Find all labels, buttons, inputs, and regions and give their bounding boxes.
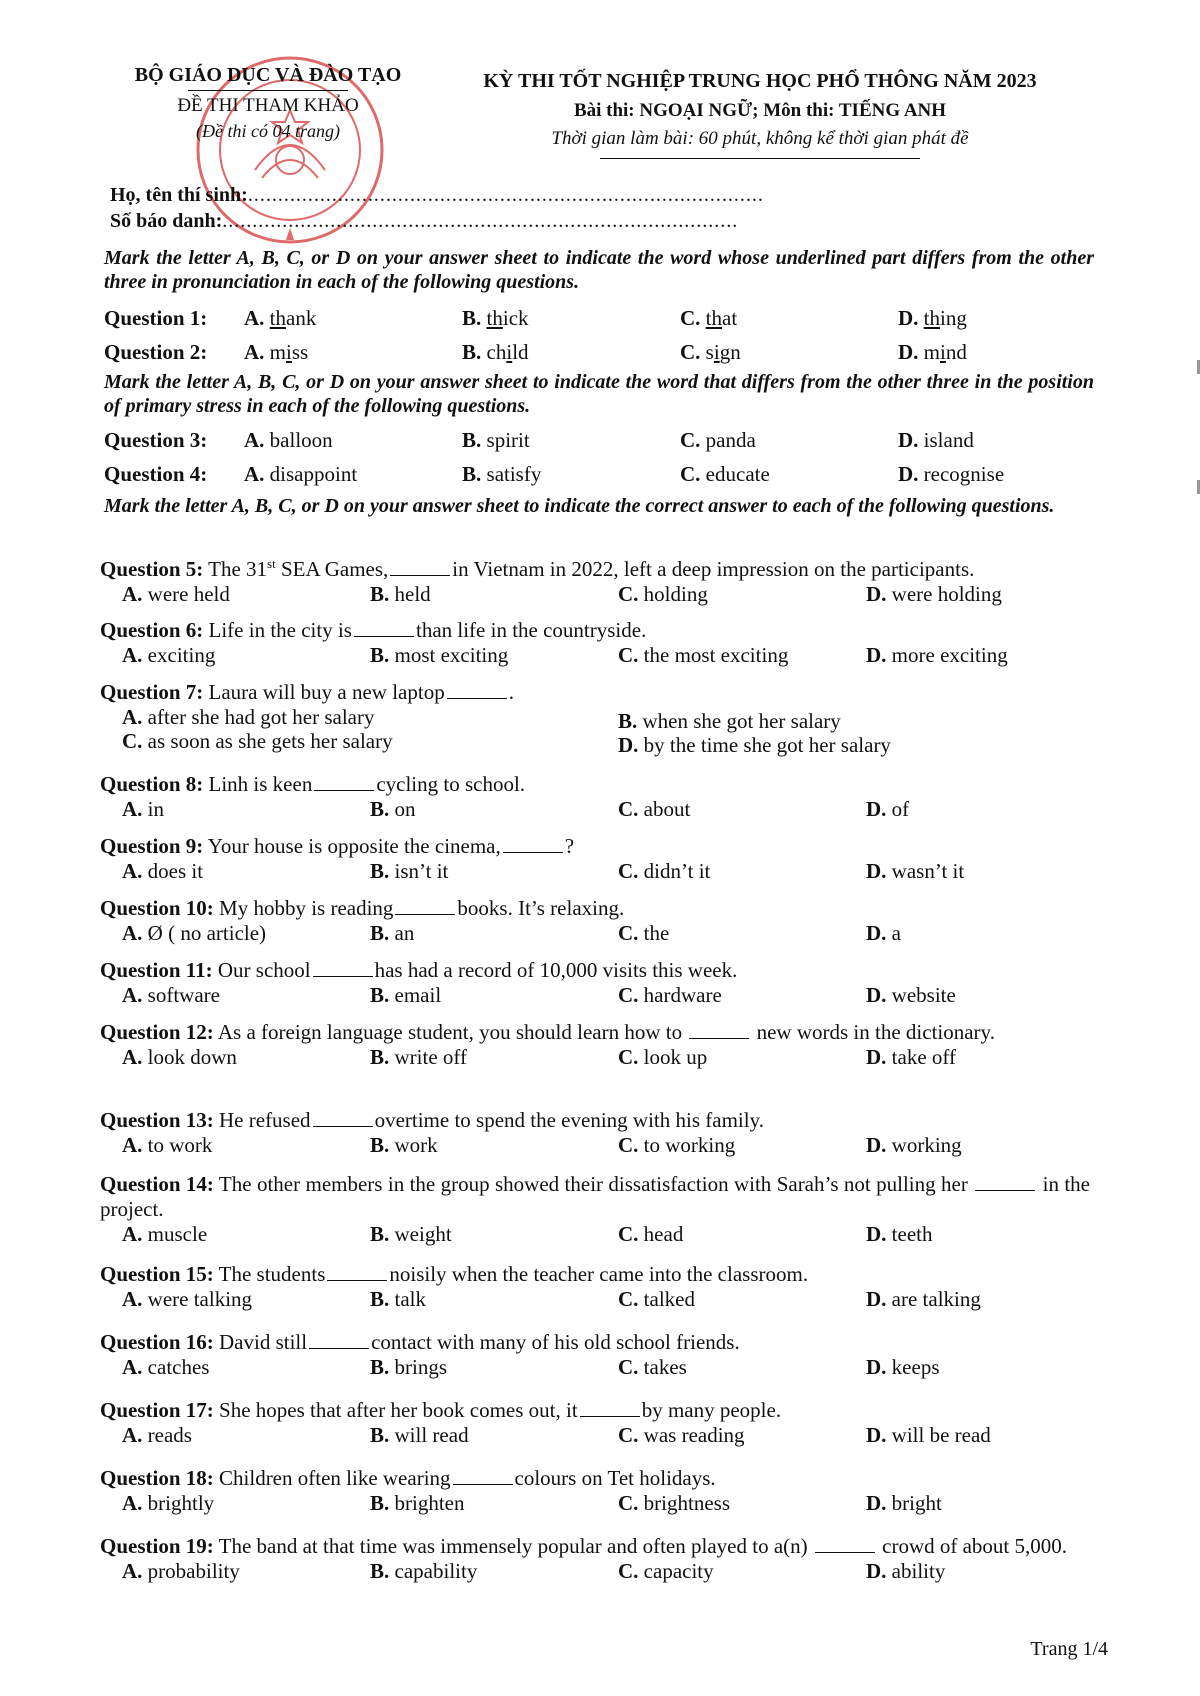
answer-blank xyxy=(689,1024,749,1039)
option-b[interactable]: B. talk xyxy=(370,1286,427,1311)
question-block xyxy=(100,896,1100,949)
option-d[interactable]: D. of xyxy=(866,796,910,821)
option-d[interactable]: D. wasn’t it xyxy=(866,858,965,883)
option-c[interactable]: C. educate xyxy=(680,462,770,486)
question-stem: Question 19: The band at that time was immensely popular and often played to a(n) crowd of about 5,000. xyxy=(100,1534,1068,1558)
option-b[interactable]: B. an xyxy=(370,920,415,945)
option-c[interactable]: C. the xyxy=(618,920,670,945)
answer-blank xyxy=(815,1538,875,1553)
option-a[interactable]: A. to work xyxy=(122,1132,213,1157)
options xyxy=(100,859,1100,887)
option-d[interactable]: D. mind xyxy=(898,340,967,364)
option-c[interactable]: C. holding xyxy=(618,581,708,606)
option-a[interactable]: A. catches xyxy=(122,1354,210,1379)
options xyxy=(100,705,1100,755)
option-c[interactable]: C. head xyxy=(618,1221,684,1246)
question-stem: Question 18: Children often like wearing colours on Tet holidays. xyxy=(100,1466,716,1490)
option-d[interactable]: D. were holding xyxy=(866,581,1002,606)
option-d[interactable]: D. island xyxy=(898,428,974,452)
question-stem: Question 8: Linh is keen cycling to school. xyxy=(100,772,526,796)
options xyxy=(100,1559,1100,1587)
instruction-correct-answer: Mark the letter A, B, C, or D on your answer sheet to indicate the correct answer to each of the following questions. xyxy=(104,495,1055,517)
option-c[interactable]: C. talked xyxy=(618,1286,695,1311)
option-a[interactable]: A. brightly xyxy=(122,1490,215,1515)
answer-blank xyxy=(580,1402,640,1417)
exam-subject: Bài thi: NGOẠI NGỮ; Môn thi: TIẾNG ANH xyxy=(573,99,947,121)
option-a[interactable]: A. software xyxy=(122,982,220,1007)
options xyxy=(100,1222,1100,1250)
question-label: Question 2: xyxy=(104,340,208,364)
question-block xyxy=(100,1172,1100,1250)
question-block xyxy=(100,1330,1100,1383)
answer-blank xyxy=(314,776,374,791)
question-stem: Question 14: The other members in the group showed their dissatisfaction with Sarah’s not pulling her in the project. xyxy=(100,1172,1090,1221)
option-a[interactable]: A. exciting xyxy=(122,642,216,667)
option-c[interactable]: C. as soon as she gets her salary xyxy=(122,728,393,753)
option-b[interactable]: B. thick xyxy=(462,306,529,330)
question-row xyxy=(104,306,1104,336)
option-d[interactable]: D. working xyxy=(866,1132,962,1157)
option-c[interactable]: C. was reading xyxy=(618,1422,745,1447)
options xyxy=(100,582,1100,610)
option-b[interactable]: B. on xyxy=(370,796,416,821)
options xyxy=(100,1355,1100,1383)
option-a[interactable]: A. does it xyxy=(122,858,204,883)
header-right xyxy=(440,70,1080,159)
candidate-id-field[interactable] xyxy=(110,210,738,234)
ministry-name: BỘ GIÁO DỤC VÀ ĐÀO TẠO xyxy=(134,64,402,86)
answer-blank xyxy=(453,1470,513,1485)
candidate-name-label: Họ, tên thí sinh: xyxy=(110,184,248,206)
question-stem: Question 7: Laura will buy a new laptop . xyxy=(100,680,514,704)
option-a[interactable]: A. reads xyxy=(122,1422,192,1447)
option-b[interactable]: B. held xyxy=(370,581,431,606)
options xyxy=(100,1045,1100,1073)
option-c[interactable]: C. didn’t it xyxy=(618,858,711,883)
candidate-name-field[interactable] xyxy=(110,184,764,208)
options xyxy=(100,797,1100,825)
answer-blank xyxy=(395,900,455,915)
question-stem: Question 16: David still contact with many of his old school friends. xyxy=(100,1330,740,1354)
ministry-underline xyxy=(188,90,348,91)
question-stem: Question 15: The students noisily when the teacher came into the classroom. xyxy=(100,1262,809,1286)
candidate-id-dots: ...................................................................................... xyxy=(222,210,739,232)
question-block xyxy=(100,1466,1100,1519)
option-a[interactable]: A. in xyxy=(122,796,165,821)
option-d[interactable]: D. keeps xyxy=(866,1354,940,1379)
options xyxy=(100,921,1100,949)
option-a[interactable]: A. after she had got her salary xyxy=(122,704,375,729)
option-c[interactable]: C. sign xyxy=(680,340,741,364)
question-block xyxy=(100,1108,1100,1161)
option-c[interactable]: C. capacity xyxy=(618,1558,714,1583)
header-left xyxy=(118,64,418,142)
question-block xyxy=(100,958,1100,1011)
answer-blank xyxy=(327,1266,387,1281)
option-b[interactable]: B. write off xyxy=(370,1044,468,1069)
question-stem: Question 11: Our school has had a record of 10,000 visits this week. xyxy=(100,958,738,982)
option-a[interactable]: A. were talking xyxy=(122,1286,253,1311)
question-block xyxy=(100,1398,1100,1451)
option-d[interactable]: D. bright xyxy=(866,1490,942,1515)
option-b[interactable]: B. work xyxy=(370,1132,438,1157)
options xyxy=(100,1287,1100,1315)
question-block xyxy=(100,834,1100,887)
option-d[interactable]: D. will be read xyxy=(866,1422,991,1447)
option-d[interactable]: D. more exciting xyxy=(866,642,1008,667)
options xyxy=(100,643,1100,671)
answer-blank xyxy=(313,1112,373,1127)
option-a[interactable]: A. miss xyxy=(244,340,309,364)
option-b[interactable]: B. satisfy xyxy=(462,462,542,486)
option-c[interactable]: C. brightness xyxy=(618,1490,730,1515)
question-stem: Question 13: He refused overtime to spend the evening with his family. xyxy=(100,1108,764,1132)
question-label: Question 3: xyxy=(104,428,208,452)
option-c[interactable]: C. to working xyxy=(618,1132,736,1157)
option-b[interactable]: B. brings xyxy=(370,1354,448,1379)
question-block xyxy=(100,1262,1100,1315)
question-stem: Question 5: The 31st SEA Games, in Vietnam in 2022, left a deep impression on the participants. xyxy=(100,556,975,581)
option-b[interactable]: B. will read xyxy=(370,1422,469,1447)
answer-blank xyxy=(503,838,563,853)
question-block xyxy=(100,1534,1100,1587)
option-b[interactable]: B. child xyxy=(462,340,529,364)
option-a[interactable]: A. look down xyxy=(122,1044,237,1069)
options xyxy=(100,1423,1100,1451)
question-block xyxy=(100,618,1100,671)
question-stem: Question 12: As a foreign language student, you should learn how to new words in the dictionary. xyxy=(100,1020,995,1044)
option-a[interactable]: A. thank xyxy=(244,306,317,330)
option-c[interactable]: C. the most exciting xyxy=(618,642,789,667)
option-d[interactable]: D. by the time she got her salary xyxy=(618,732,891,757)
options xyxy=(100,1133,1100,1161)
option-b[interactable]: B. email xyxy=(370,982,442,1007)
option-b[interactable]: B. spirit xyxy=(462,428,530,452)
exam-time: Thời gian làm bài: 60 phút, không kể thời gian phát đề xyxy=(551,128,969,149)
question-stem: Question 10: My hobby is reading books. It’s relaxing. xyxy=(100,896,625,920)
option-c[interactable]: C. hardware xyxy=(618,982,722,1007)
answer-blank xyxy=(309,1334,369,1349)
option-d[interactable]: D. ability xyxy=(866,1558,946,1583)
option-d[interactable]: D. a xyxy=(866,920,901,945)
option-c[interactable]: C. panda xyxy=(680,428,756,452)
answer-blank xyxy=(313,962,373,977)
instruction-stress: Mark the letter A, B, C, or D on your answer sheet to indicate the word that differs from the other three in the position of primary stress in each of the following questions. xyxy=(104,371,1094,417)
option-d[interactable]: D. take off xyxy=(866,1044,957,1069)
answer-blank xyxy=(354,622,414,637)
option-b[interactable]: B. when she got her salary xyxy=(618,708,841,733)
option-b[interactable]: B. isn’t it xyxy=(370,858,449,883)
instruction-pronunciation: Mark the letter A, B, C, or D on your answer sheet to indicate the word whose underlined part differs from the other three in pronunciation in each of the following questions. xyxy=(104,247,1094,293)
option-a[interactable]: A. balloon xyxy=(244,428,333,452)
question-stem: Question 17: She hopes that after her book comes out, it by many people. xyxy=(100,1398,782,1422)
question-block xyxy=(100,680,1100,755)
exam-title: KỲ THI TỐT NGHIỆP TRUNG HỌC PHỔ THÔNG NĂM 2023 xyxy=(483,70,1037,92)
question-stem: Question 9: Your house is opposite the cinema, ? xyxy=(100,834,575,858)
options xyxy=(100,983,1100,1011)
option-c[interactable]: C. that xyxy=(680,306,738,330)
answer-blank xyxy=(390,561,450,576)
pages-note: (Đề thi có 04 trang) xyxy=(196,121,340,141)
page-number: Trang 1/4 xyxy=(1030,1638,1108,1660)
answer-blank xyxy=(975,1176,1035,1191)
question-row xyxy=(104,462,1104,492)
option-a[interactable]: A. were held xyxy=(122,581,230,606)
option-a[interactable]: A. disappoint xyxy=(244,462,358,486)
option-b[interactable]: B. most exciting xyxy=(370,642,509,667)
question-label: Question 4: xyxy=(104,462,208,486)
question-label: Question 1: xyxy=(104,306,208,330)
option-a[interactable]: A. Ø ( no article) xyxy=(122,920,267,945)
question-stem: Question 6: Life in the city is than life in the countryside. xyxy=(100,618,647,642)
option-b[interactable]: B. weight xyxy=(370,1221,452,1246)
options xyxy=(100,1491,1100,1519)
doc-type: ĐỀ THI THAM KHẢO xyxy=(177,94,359,116)
option-c[interactable]: C. look up xyxy=(618,1044,708,1069)
option-d[interactable]: D. are talking xyxy=(866,1286,981,1311)
option-c[interactable]: C. takes xyxy=(618,1354,687,1379)
question-block xyxy=(100,1020,1100,1073)
question-row xyxy=(104,428,1104,458)
option-b[interactable]: B. capability xyxy=(370,1558,478,1583)
question-block xyxy=(100,772,1100,825)
question-block xyxy=(100,556,1100,610)
option-d[interactable]: D. teeth xyxy=(866,1221,933,1246)
candidate-name-dots: ...................................................................................... xyxy=(247,184,764,206)
option-a[interactable]: A. probability xyxy=(122,1558,240,1583)
option-a[interactable]: A. muscle xyxy=(122,1221,208,1246)
header-underline xyxy=(600,158,920,159)
option-b[interactable]: B. brighten xyxy=(370,1490,465,1515)
option-d[interactable]: D. website xyxy=(866,982,956,1007)
candidate-id-label: Số báo danh: xyxy=(110,210,223,232)
answer-blank xyxy=(447,684,507,699)
option-d[interactable]: D. recognise xyxy=(898,462,1005,486)
option-c[interactable]: C. about xyxy=(618,796,691,821)
question-row xyxy=(104,340,1104,370)
option-d[interactable]: D. thing xyxy=(898,306,967,330)
